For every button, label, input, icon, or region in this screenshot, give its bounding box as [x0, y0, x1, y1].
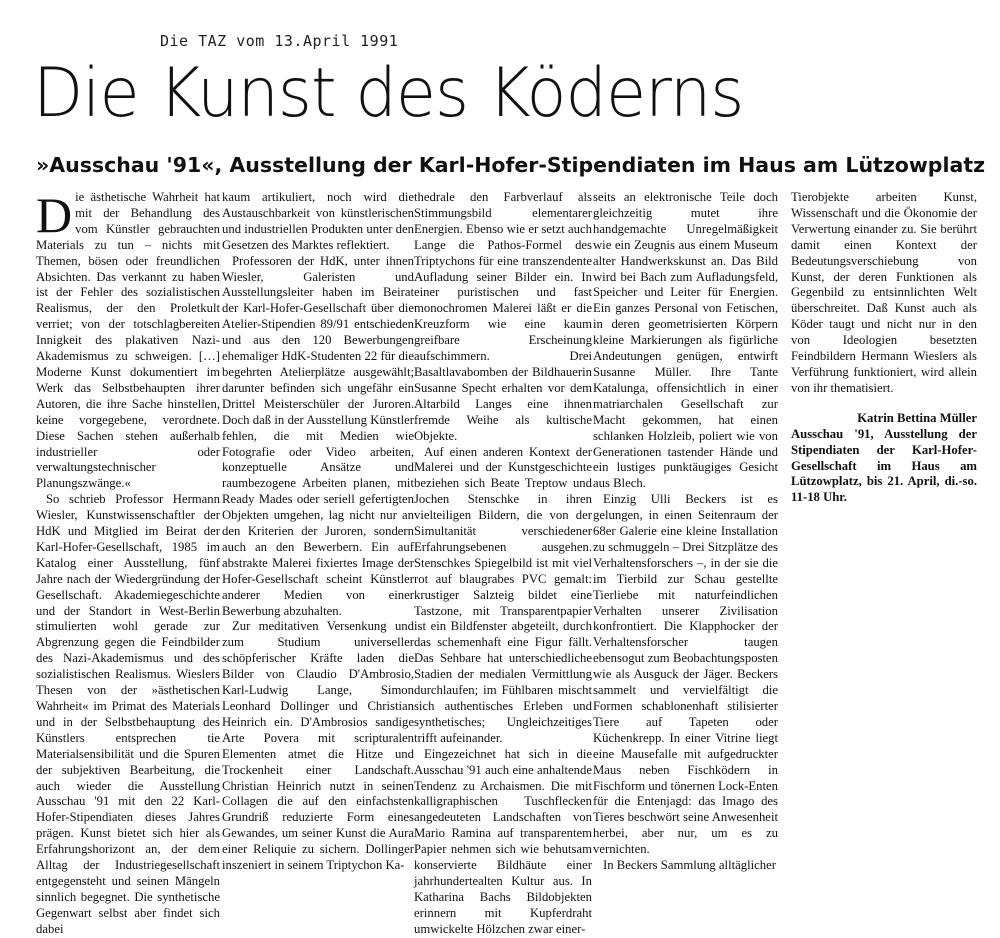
dateline: Die TAZ vom 13.April 1991 — [160, 32, 399, 50]
paragraph: So schrieb Professor Hermann Wiesler, Kunstwissenschaftler der HdK und Mitglied im Beirat der Karl-Hofer-Gesellschaft, 1985 im Katalog einer Ausstellung, fünf Jahre nach der Wiedergründung der Gesellschaft. Akademiegeschichte und der Standort in West-Berlin stimulierten wohl gerade zur Abgrenzung gegen die Feindbilder des Nazi-Akademismus und des sozialistischen Realismus. Wieslers Thesen von der »ästhetischen Wahrheit« im Primat des Materials und in der Selbstbehauptung des Künstlers entsprechen tie Materialsensibilität und die Spuren der subjektiven Bearbeitung, die auch wieder die Ausstellung Ausschau '91 mit den 22 Karl-Hofer-Stipendiaten dieses Jahres prägen. Kunst bietet sich hier als Erfahrungshorizont an, der dem Alltag der Industriegesellschaft entgegensteht und seinen Mängeln sinnlich begegnet. Die synthetische Gegenwart selbst aber findet sich dabei — [36, 492, 220, 936]
article-column-1 — [36, 187, 220, 938]
paragraph: thedrale den Farbverlauf als Stimmungsbild elementarer Energien. Ebenso wie er setzt auch Lange die Pathos-Formel des Triptychons für eine transzendente Aufladung seiner Bilder ein. In einer puristischen und fast monochromen Malerei läßt er die Kreuzform wie eine kaum greifbare Erscheinung aufschimmern. Drei Basaltlavabomben der Bildhauerin Susanne Specht erhalten vor dem Altarbild Langes eine ihnen fremde Weihe als kultische Objekte. — [414, 190, 592, 443]
headline: Die Kunst des Köderns — [33, 54, 744, 133]
exhibition-info: Ausschau '91, Ausstellung der Stipendiaten der Karl-Hofer-Gesellschaft im Haus am Lützowplatz, bis 21. April, di.-so. 11-18 Uhr. — [791, 426, 977, 505]
paragraph: Tierobjekte arbeiten Kunst, Wissenschaft und die Ökonomie der Verwertung einander zu. Sie berührt damit einen Kontext der Bedeutungsverschiebung von Kunst, der deren Funktionen als Gegenbild zu entsinnlichten Welt überschreitet. Daß Kunst auch als Köder taugt und nicht nur in den von Ideologien besetzten Feindbildern Hermann Wieslers als Verführung funktioniert, wird allein von ihr thematisiert. — [791, 190, 977, 395]
subheadline: »Ausschau '91«, Ausstellung der Karl-Hofer-Stipendiaten im Haus am Lützowplatz — [36, 153, 986, 177]
paragraph: seits an elektronische Teile doch gleichzeitig mutet ihre handgemachte Unregelmäßigkeit wie ein Zeugnis aus einem Museum alter Handwerkskunst an. Das Bild wird bei Bach zum Aufladungsfeld, Speicher und Leiter für Energien. Ein ganzes Personal von Fetischen, in deren geometrisierten Körpern kleine Markierungen als figürliche Andeutungen genügen, entwirft Susanne Müller. Ihre Tante Katalunga, offensichtlich in einer matriarchalen Gesellschaft zur Macht gekommen, hat einen schlanken Holzleib, poliert wie von Generationen tastender Hände und ein lustiges punktäugiges Gesicht aus Blech. — [593, 190, 778, 491]
article-column-5 — [791, 190, 977, 506]
paragraph: Professoren der HdK, unter ihnen Wiesler, Galeristen und Ausstellungsleiter haben im Beirat der Karl-Hofer-Gesellschaft über die Atelier-Stipendien 89/91 entschieden und aus den 120 Bewerbungen ehemaliger HdK-Studenten 22 für die begehrten Atelierplätze ausgewählt; darunter befinden sich ungefähr ein Drittel Meisterschüler der Juroren. Doch daß in der Ausstellung Künstler fehlen, die mit Medien wie Fotografie oder Video arbeiten, konzeptuelle Ansätze und raumbezogene Arbeiten planen, mit Ready Mades oder seriell gefertigten Objekten umgehen, lag nicht nur an den Kriterien der Juroren, sondern auch an den Bewerbern. Ein auf abstrakte Malerei fixiertes Image der Hofer-Gesellschaft scheint Künstler anderer Medien von einer Bewerbung abzuhalten. — [222, 253, 414, 618]
article-column-3 — [414, 190, 592, 938]
paragraph: In Beckers Sammlung alltäglicher — [603, 858, 776, 873]
paragraph: Zur meditativen Versenkung und zum Studium universeller schöpferischer Kräfte laden die Bilder von Claudio D'Ambrosio, Karl-Ludwig Lange, Simon Leonhard Dollinger und Christian Heinrich ein. D'Ambrosios sandige Arte Povera mit scripturalen Elementen atmet die Hitze und Trockenheit einer Landschaft. Christian Heinrich nutzt in seinen Collagen die auf den einfachsten Grundriß reduzierte Form eines Gewandes, um seiner Kunst die Aura einer Reliquie zu sichern. Dollinger inszeniert in seinem Triptychon Ka- — [222, 619, 414, 873]
paragraph — [36, 187, 220, 492]
article-column-2 — [222, 190, 414, 874]
paragraph: kaum artikuliert, noch wird die Austauschbarkeit von künstlerischen und industriellen Produkten unter den Gesetzen des Marktes reflektiert. — [222, 190, 414, 252]
paragraph-text: ie ästhetische Wahrheit hat mit der Behandlung des vom Künstler gebrauchten Materials zu tun – nichts mit Themen, bösen oder freundlichen Absichten. Das verkannt zu haben ist der Fehler des sozialistischen Realismus, der den Proletkult verriet; von der totschlagbereiten Innigkeit des plakativen Nazi-Akademismus zu schweigen. […] Moderne Kunst dokumentiert im Werk das Selbstbehaupten ihrer Autoren, die ihre Sache hinstellen, keine vorgegebene, verordnete. Diese Sachen stehen außerhalb industrieller oder verwaltungstechnischer Planungszwänge.« — [36, 190, 220, 491]
paragraph: Einzig Ulli Beckers ist es gelungen, in einen Seitenraum der 68er Galerie eine kleine Installation zu schmuggeln – Drei Sitzplätze des Verhaltensforschers –, in der sie die im Tierbild zur Schau gestellte Tierliebe mit naturfeindlichen Verhalten unserer Zivilisation konfrontiert. Die Klapphocker der Verhaltensforscher taugen ebensogut zum Beobachtungsposten wie als Ausguck der Jäger. Beckers sammelt und vervielfältigt die Formen schablonenhaft stilisierter Tiere auf Tapeten oder Küchenkrepp. In einer Vitrine liegt eine Mausefalle mit aufgedruckter Maus neben Fischködern in Fischform und tönernen Lock-Enten für die Entenjagd: das Imago des Tieres beschwört seine Anwesenheit herbei, aber nur, um es zu vernichten. — [593, 492, 778, 857]
author-signature: Katrin Bettina Müller — [857, 410, 977, 425]
paragraph: Auf einen anderen Kontext der Malerei und der Kunstgeschichte beziehen sich Beate Treptow und Jochen Stenschke in ihren vielteiligen Bildern, die von der Simultanität verschiedener Erfahrungsebenen ausgehen. Stenschkes Spiegelbild ist mit viel rot auf blaugrabes PVC gemalt: krustiger Salzteig bildet eine Tastzone, mit Transparentpapier ist ein Bildfenster abgeteilt, durch das schemenhaft eine Figur fällt. Das Sehbare hat unterschiedliche Stadien der medialen Vermittlung durchlaufen; im Fühlbaren mischt sich authentisches Erleben und synthetisches; Ungleichzeitiges trifft aufeinander. — [414, 444, 592, 745]
dropcap: D — [36, 187, 73, 243]
paragraph: Eingezeichnet hat sich in die Ausschau '91 auch eine anhaltende Tendenz zu Archaismen. Die mit kalligraphischen Tuschflecken angedeuteten Landschaften von Mario Ramina auf transparentem Papier nehmen sich wie behutsam konservierte Bildhäute einer jahrhundertealten Kultur aus. In Katharina Bachs Bildobjekten erinnern mit Kupferdraht umwickelte Hölzchen zwar einer- — [414, 746, 592, 936]
article-column-4 — [593, 190, 778, 874]
